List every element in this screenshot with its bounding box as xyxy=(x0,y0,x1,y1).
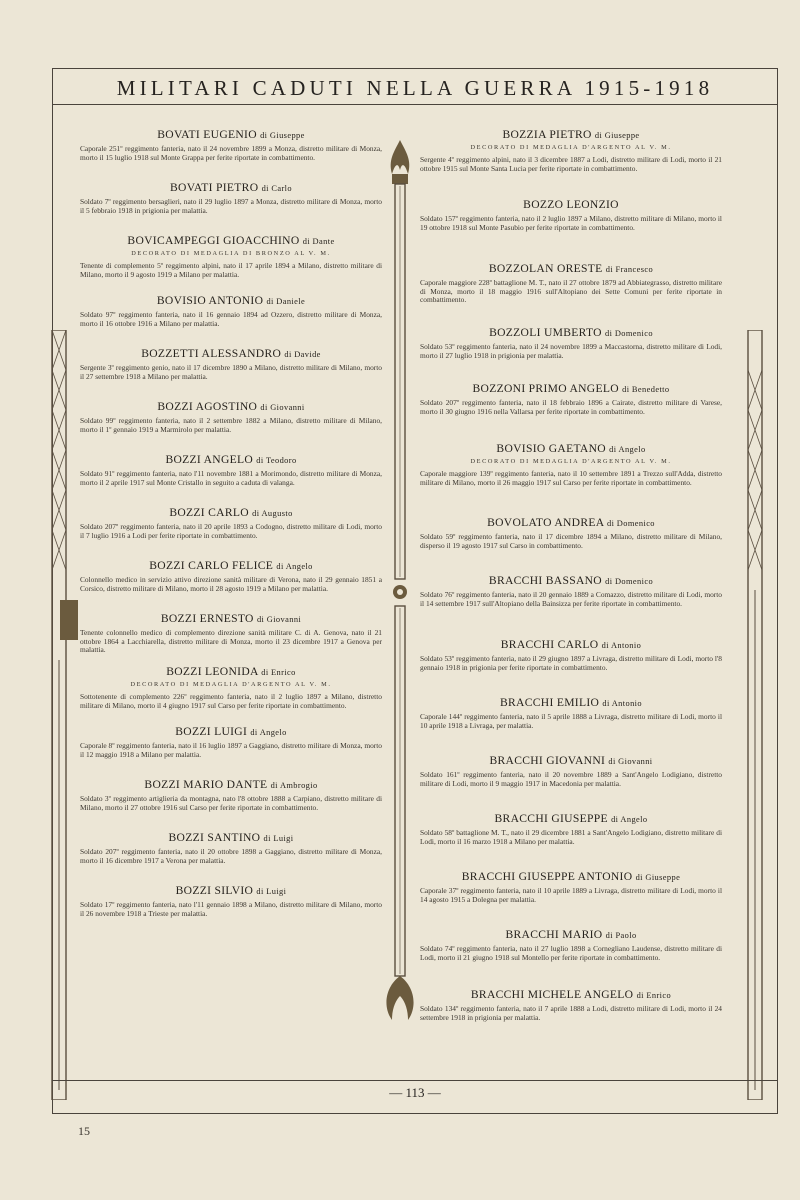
signature-mark: 15 xyxy=(78,1124,90,1138)
entry-name: BOZZI ANGELO di Teodoro xyxy=(165,453,297,466)
entry-name: BOZZI AGOSTINO di Giovanni xyxy=(157,400,305,413)
list-item xyxy=(80,506,382,559)
list-item xyxy=(420,754,722,812)
list-item xyxy=(80,128,382,181)
torch-column-ornament xyxy=(380,140,420,1040)
entry-text: Caporale maggiore 228º battaglione M. T., nato il 27 ottobre 1879 ad Abbiategrasso, distretto militare di Monza, morto il 18 maggio 1916 sull'Altopiano dei Sette Comuni per ferite riportate in combattimento. xyxy=(420,278,722,304)
entry-text: Caporale 144º reggimento fanteria, nato il 5 aprile 1888 a Livraga, distretto militare di Lodi, morto il 10 aprile 1918 a Livraga, per malattia. xyxy=(420,712,722,730)
entry-name: BOVATI PIETRO di Carlo xyxy=(169,181,292,194)
list-item xyxy=(80,725,382,778)
list-item xyxy=(420,128,722,198)
entry-text: Caporale 251º reggimento fanteria, nato il 24 novembre 1899 a Monza, distretto militare di Monza, morto il 15 luglio 1918 sul Monte Grappa per ferite riportate in combattimento. xyxy=(80,144,382,162)
list-item xyxy=(420,198,722,262)
list-item xyxy=(420,262,722,326)
page-title: MILITARI CADUTI NELLA GUERRA 1915-1918 xyxy=(116,76,714,100)
entry-text: Soldato 74º reggimento fanteria, nato il 27 luglio 1898 a Cornegliano Laudense, distretto militare di Lodi, morto il 21 giugno 1918 sul Montello per ferite riportate in combattimento. xyxy=(420,944,722,962)
list-item xyxy=(80,294,382,347)
list-item xyxy=(80,453,382,506)
right-side-ornament xyxy=(736,330,774,1100)
entry-name: BOZZI LEONIDA di Enrico xyxy=(166,665,296,678)
entry-name: BOZZONI PRIMO ANGELO di Benedetto xyxy=(472,382,670,395)
entry-name: BOZZI SANTINO di Luigi xyxy=(168,831,294,844)
list-item xyxy=(80,665,382,725)
entry-name: BOZZI CARLO di Augusto xyxy=(169,506,293,519)
entry-text: Soldato 207º reggimento fanteria, nato il 18 febbraio 1896 a Cairate, distretto militare di Varese, morto il 30 giugno 1916 nella Vallarsa per ferite riportate in combattimento. xyxy=(420,398,722,416)
entry-text: Soldato 53º reggimento fanteria, nato il 29 giugno 1897 a Livraga, distretto militare di Lodi, morto l'8 gennaio 1918 in prigionia per ferite riportate in combattimento. xyxy=(420,654,722,672)
list-item xyxy=(80,400,382,453)
entry-decoration: DECORATO DI MEDAGLIA DI BRONZO AL V. M. xyxy=(131,250,331,257)
entry-text: Tenente colonnello medico di complemento direzione sanità militare C. di A. Genova, nato il 21 ottobre 1864 a Lacchiarella, distretto militare di Monza, morto il 23 dicembre 1917 a Genova per malattia. xyxy=(80,628,382,654)
entry-name: BOZZI ERNESTO di Giovanni xyxy=(160,612,302,625)
list-item xyxy=(420,638,722,696)
list-item xyxy=(420,696,722,754)
list-item xyxy=(80,612,382,665)
entry-text: Soldato 58º battaglione M. T., nato il 29 dicembre 1881 a Sant'Angelo Lodigiano, distretto militare di Lodi, morto il 16 marzo 1918 a Milano per malattia. xyxy=(420,828,722,846)
left-side-ornament xyxy=(40,330,78,1100)
entry-name: BRACCHI MICHELE ANGELO di Enrico xyxy=(470,988,672,1001)
entry-text: Sergente 4º reggimento alpini, nato il 3 dicembre 1887 a Lodi, distretto militare di Lodi, morto il 21 ottobre 1915 sul Monte Santa Lucia per ferite riportate in combattimento. xyxy=(420,155,722,173)
entry-name: BRACCHI BASSANO di Domenico xyxy=(488,574,654,587)
entry-name: BRACCHI MARIO di Paolo xyxy=(505,928,637,941)
entry-decoration: DECORATO DI MEDAGLIA D'ARGENTO AL V. M. xyxy=(470,458,672,465)
entry-name: BOVICAMPEGGI GIOACCHINO di Dante xyxy=(127,234,335,247)
entry-text: Soldato 134º reggimento fanteria, nato il 7 aprile 1888 a Lodi, distretto militare di Lodi, morto il 24 settembre 1918 in prigionia per malattia. xyxy=(420,1004,722,1022)
entry-name: BOZZO LEONZIO xyxy=(523,198,619,211)
left-column xyxy=(80,128,382,937)
footer-divider xyxy=(52,1080,778,1081)
entry-text: Tenente di complemento 5º reggimento alpini, nato il 17 aprile 1894 a Milano, distretto militare di Milano, morto il 9 agosto 1919 a Milano per malattia. xyxy=(80,261,382,279)
list-item xyxy=(420,516,722,574)
page-number: — 113 — xyxy=(389,1085,441,1100)
entry-text: Caporale 37º reggimento fanteria, nato il 10 aprile 1889 a Livraga, distretto militare di Lodi, morto il 14 agosto 1915 a Dolegna per malattia. xyxy=(420,886,722,904)
entry-name: BOZZIA PIETRO di Giuseppe xyxy=(502,128,640,141)
entry-name: BOVATI EUGENIO di Giuseppe xyxy=(157,128,305,141)
entry-text: Soldato 207º reggimento fanteria, nato il 20 ottobre 1898 a Gaggiano, distretto militare di Monza, morto il 16 dicembre 1917 a Verona per malattia. xyxy=(80,847,382,865)
entry-text: Soldato 97º reggimento fanteria, nato il 16 gennaio 1894 ad Ozzero, distretto militare di Monza, morto il 16 ottobre 1916 a Milano per malattia. xyxy=(80,310,382,328)
list-item xyxy=(420,574,722,638)
entry-name: BOZZI LUIGI di Angelo xyxy=(175,725,287,738)
entry-name: BOVOLATO ANDREA di Domenico xyxy=(487,516,655,529)
entry-text: Soldato 99º reggimento fanteria, nato il 2 settembre 1882 a Milano, distretto militare di Milano, morto il 1º gennaio 1919 a Marmirolo per malattia. xyxy=(80,416,382,434)
entry-text: Soldato 59º reggimento fanteria, nato il 17 dicembre 1894 a Milano, distretto militare di Milano, disperso il 19 agosto 1917 sul Carso in combattimento. xyxy=(420,532,722,550)
entry-decoration: DECORATO DI MEDAGLIA D'ARGENTO AL V. M. xyxy=(130,681,332,688)
entry-text: Soldato 91º reggimento fanteria, nato l'11 novembre 1881 a Morimondo, distretto militare di Monza, morto il 2 aprile 1917 sul Monte Cristallo in seguito a caduta di valanga. xyxy=(80,469,382,487)
entry-decoration: DECORATO DI MEDAGLIA D'ARGENTO AL V. M. xyxy=(470,144,672,151)
list-item xyxy=(420,812,722,870)
right-column xyxy=(420,128,722,1040)
header-divider xyxy=(52,104,778,105)
list-item xyxy=(80,234,382,294)
entry-name: BOZZOLI UMBERTO di Domenico xyxy=(489,326,653,339)
entry-text: Colonnello medico in servizio attivo direzione sanità militare di Verona, nato il 29 gennaio 1851 a Corsico, distretto militare di Milano, morto il 28 agosto 1919 a Milano per malattia. xyxy=(80,575,382,593)
entry-text: Soldato 157º reggimento fanteria, nato il 2 luglio 1897 a Milano, distretto militare di Milano, morto il 19 ottobre 1918 sul Monte Pasubio per ferite riportate in combattimento. xyxy=(420,214,722,232)
entry-name: BRACCHI GIUSEPPE di Angelo xyxy=(494,812,648,825)
list-item xyxy=(420,382,722,442)
list-item xyxy=(80,559,382,612)
entry-name: BOZZI CARLO FELICE di Angelo xyxy=(149,559,313,572)
list-item xyxy=(420,442,722,516)
entry-name: BOZZOLAN ORESTE di Francesco xyxy=(488,262,654,275)
entry-text: Soldato 161º reggimento fanteria, nato il 20 novembre 1889 a Sant'Angelo Lodigiano, distretto militare di Lodi, morto il 9 maggio 1917 in Macedonia per malattia. xyxy=(420,770,722,788)
list-item xyxy=(80,831,382,884)
entry-text: Sottotenente di complemento 226º reggimento fanteria, nato il 2 luglio 1897 a Milano, distretto militare di Milano, morto il 4 giugno 1917 sul Carso per ferite riportate in combattimento. xyxy=(80,692,382,710)
entry-name: BOVISIO ANTONIO di Daniele xyxy=(156,294,306,307)
list-item xyxy=(80,884,382,937)
entry-text: Soldato 7º reggimento bersaglieri, nato il 29 luglio 1897 a Monza, distretto militare di Monza, morto il 5 febbraio 1918 in prigionia per malattia. xyxy=(80,197,382,215)
entry-name: BRACCHI EMILIO di Antonio xyxy=(499,696,642,709)
list-item xyxy=(420,988,722,1040)
entry-name: BRACCHI GIUSEPPE ANTONIO di Giuseppe xyxy=(461,870,681,883)
list-item xyxy=(80,347,382,400)
list-item xyxy=(80,181,382,234)
entry-text: Caporale 8º reggimento fanteria, nato il 16 luglio 1897 a Gaggiano, distretto militare di Monza, morto il 12 maggio 1918 a Milano per malattia. xyxy=(80,741,382,759)
list-item xyxy=(420,870,722,928)
entry-text: Soldato 3º reggimento artiglieria da montagna, nato l'8 ottobre 1888 a Carpiano, distretto militare di Milano, morto il 27 ottobre 1916 sul Carso per ferite riportate in combattimento. xyxy=(80,794,382,812)
entry-name: BRACCHI GIOVANNI di Giovanni xyxy=(489,754,653,767)
entry-text: Soldato 76º reggimento fanteria, nato il 20 gennaio 1889 a Comazzo, distretto militare di Lodi, morto il 14 settembre 1917 sull'Altopiano della Bainsizza per ferite riportate in combattimento. xyxy=(420,590,722,608)
list-item xyxy=(420,928,722,988)
entry-text: Soldato 207º reggimento fanteria, nato il 20 aprile 1893 a Codogno, distretto militare di Lodi, morto il 7 luglio 1916 a Lodi per ferite riportate in combattimento. xyxy=(80,522,382,540)
list-item xyxy=(80,778,382,831)
entry-name: BOZZI MARIO DANTE di Ambrogio xyxy=(144,778,318,791)
entry-name: BOZZI SILVIO di Luigi xyxy=(175,884,287,897)
entry-text: Caporale maggiore 139º reggimento fanteria, nato il 10 settembre 1891 a Trezzo sull'Adda, distretto militare di Milano, morto il 26 maggio 1917 sul Carso per ferite riportate in combattimento. xyxy=(420,469,722,487)
entry-text: Soldato 17º reggimento fanteria, nato l'11 gennaio 1898 a Milano, distretto militare di Milano, morto il 26 novembre 1918 a Trieste per malattia. xyxy=(80,900,382,918)
entry-text: Soldato 53º reggimento fanteria, nato il 24 novembre 1899 a Maccastorna, distretto militare di Lodi, morto il 27 luglio 1918 in prigionia per malattia. xyxy=(420,342,722,360)
entry-name: BOVISIO GAETANO di Angelo xyxy=(496,442,646,455)
list-item xyxy=(420,326,722,382)
entry-name: BOZZETTI ALESSANDRO di Davide xyxy=(141,347,321,360)
entry-text: Sergente 3º reggimento genio, nato il 17 dicembre 1890 a Milano, distretto militare di Milano, morto il 27 settembre 1918 a Milano per malattia. xyxy=(80,363,382,381)
entry-name: BRACCHI CARLO di Antonio xyxy=(500,638,642,651)
